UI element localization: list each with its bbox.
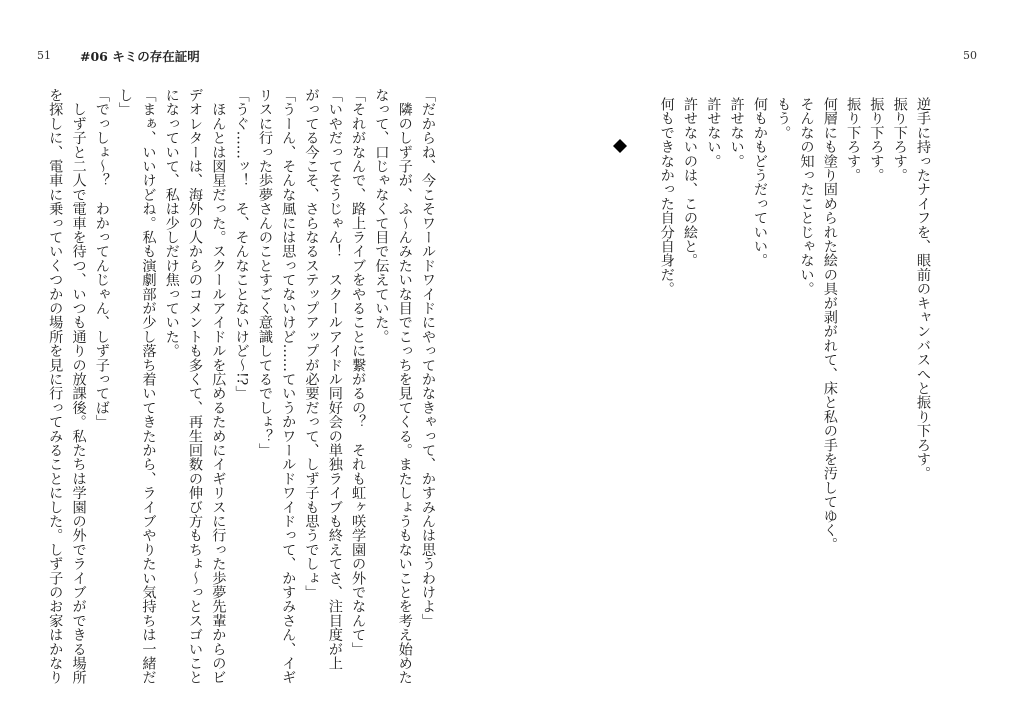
text-line: 隣のしず子が、ふ～んみたいな目でこっちを見てくる。またしょうもないことを考え始めた	[396, 88, 413, 685]
text-line: 「でっしょ～？ わかってんじゃん、しず子ってば」	[93, 88, 110, 429]
text-line: もう。	[775, 97, 792, 140]
text-line: 「だからね、今こそワールドワイドにやってかなきゃって、かすみんは思うわけよ」	[420, 88, 436, 628]
text-line: になっていて、私は少しだけ焦っていた。	[163, 88, 180, 358]
text-line: 何もかもどうだっていい。	[751, 97, 768, 268]
text-line: がってる今こそ、さらなるステップアップが必要だって、しず子も思うでしょ」	[303, 88, 320, 600]
text-line: 何もできなかった自分自身だ。	[658, 97, 675, 296]
text-line: 振り下ろす。	[891, 97, 908, 183]
text-line: 逆手に持ったナイフを、眼前のキャンバスへと振り下ろす。	[915, 97, 931, 481]
text-line: 振り下ろす。	[868, 97, 885, 183]
right-page-body	[654, 97, 934, 697]
text-line: なって、口じゃなくて目で伝えていた。	[373, 88, 390, 344]
text-line: 「うーん、そんな風には思ってないけど……ていうかワールドワイドって、かすみさん、イギ	[280, 88, 297, 685]
page-number-right: 50	[963, 49, 977, 62]
text-line: 「うぐ……ッ！ そ、そんなことないけど～!?」	[233, 88, 250, 400]
text-line: 許せない。	[705, 97, 722, 168]
text-line: 許せない。	[728, 97, 745, 168]
page-number-left: 51	[37, 49, 51, 62]
text-line: リスに行った歩夢さんのことすごく意識してるでしょ？」	[256, 88, 273, 458]
text-line: 許せないのは、この絵と。	[682, 97, 699, 268]
text-line: を探しに、電車に乗っていくつかの場所を見に行ってみることにした。しず子のお家はかなり	[47, 88, 64, 685]
text-line: 振り下ろす。	[845, 97, 862, 183]
text-line: ほんとは図星だった。スクールアイドルを広めるためにイギリスに行った歩夢先輩からのビ	[210, 88, 227, 685]
running-head: #06 キミの存在証明	[80, 49, 200, 64]
diamond-icon	[613, 139, 627, 153]
text-line: そんなの知ったことじゃない。	[798, 97, 815, 296]
text-line: 「まぁ、いいけどね。私も演劇部が少し落ち着いてきたから、ライブやりたい気持ちは一緒だ	[140, 88, 157, 685]
text-line: デオレターは、海外の人からのコメントも多くて、再生回数の伸び方もちょ～っとスゴいこと	[187, 88, 204, 685]
text-line: し」	[117, 88, 134, 117]
left-page-body	[43, 88, 439, 688]
text-line: 「それがなんで、路上ライブをやることに繋がるの？ それも虹ヶ咲学園の外でなんて」	[350, 88, 367, 656]
text-line: 何層にも塗り固められた絵の具が剥がれて、床と私の手を汚してゆく。	[821, 97, 838, 552]
text-line: 「いやだってそうじゃん！ スクールアイドル同好会の単独ライブも終えてさ、注目度が上	[326, 88, 343, 671]
text-line: しず子と二人で電車を待つ、いつも通りの放課後。私たちは学園の外でライブができる場所	[70, 88, 87, 685]
